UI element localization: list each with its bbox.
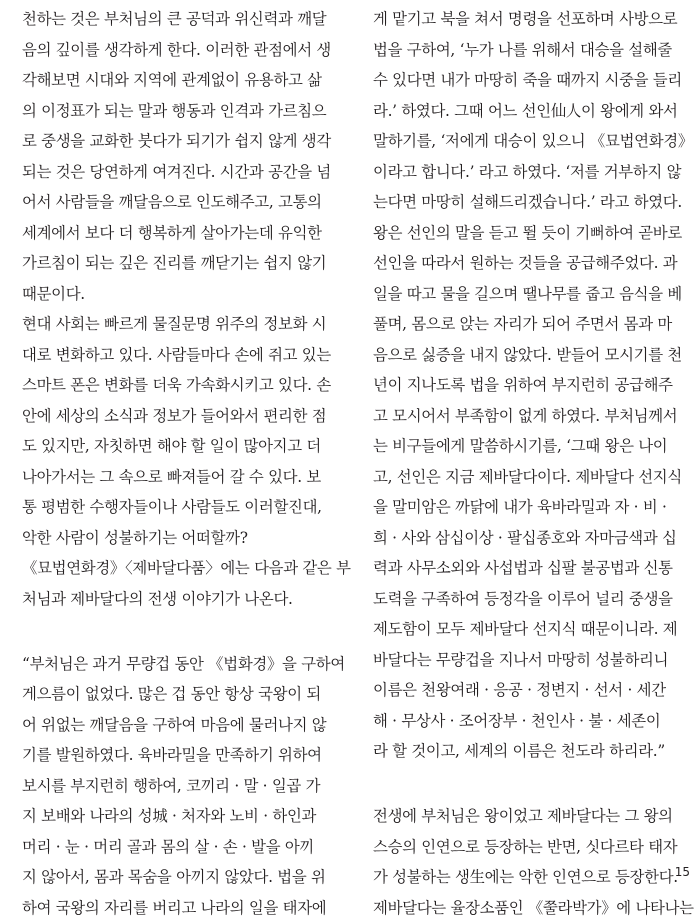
- text-line: 라.’ 하였다. 그때 어느 선인仙人이 왕에게 와서: [373, 96, 692, 127]
- text-line: 가 성불하는 생生에는 악한 인연으로 등장한다.: [373, 862, 692, 893]
- text-line: 《묘법연화경》〈제바달다품〉에는 다음과 같은 부: [22, 553, 341, 584]
- text-line: 음의 깊이를 생각하게 한다. 이러한 관점에서 생: [22, 35, 341, 66]
- text-line: 스승의 인연으로 등장하는 반면, 싯다르타 태자: [373, 832, 692, 863]
- text-line: 되는 것은 당연하게 여겨진다. 시간과 공간을 넘: [22, 157, 341, 188]
- text-line: 의 이정표가 되는 말과 행동과 인격과 가르침으: [22, 96, 341, 127]
- text-line: 법을 구하여, ‘누가 나를 위해서 대승을 설해줄: [373, 35, 692, 66]
- text-line: 을 말미암은 까닭에 내가 육바라밀과 자 · 비 ·: [373, 492, 692, 523]
- text-line: 하여 국왕의 자리를 버리고 나라의 일을 태자에: [22, 893, 341, 923]
- text-line: 나아가서는 그 속으로 빠져들어 갈 수 있다. 보: [22, 462, 341, 493]
- text-line: 고, 선인은 지금 제바달다이다. 제바달다 선지식: [373, 462, 692, 493]
- text-line: 머리 · 눈 · 머리 골과 몸의 살 · 손 · 발을 아끼: [22, 832, 341, 863]
- text-line: 대로 변화하고 있다. 사람들마다 손에 쥐고 있는: [22, 340, 341, 371]
- paragraph: [22, 309, 341, 553]
- paragraph: [22, 4, 341, 309]
- text-line: 악한 사람이 성불하기는 어떠할까?: [22, 523, 341, 554]
- quote-paragraph: [373, 4, 692, 767]
- text-line: 안에 세상의 소식과 정보가 들어와서 편리한 점: [22, 401, 341, 432]
- right-column: [373, 4, 692, 923]
- text-line: 제바달다는 율장소품인 《쭐라박가》에 나타나는: [373, 893, 692, 923]
- text-line: 지 않아서, 몸과 목숨을 아끼지 않았다. 법을 위: [22, 862, 341, 893]
- text-line: 이름은 천왕여래 · 응공 · 정변지 · 선서 · 세간: [373, 675, 692, 706]
- text-line: 어서 사람들을 깨달음으로 인도해주고, 고통의: [22, 187, 341, 218]
- text-line: 고 모시어서 부족함이 없게 하였다. 부처님께서: [373, 401, 692, 432]
- text-line: 도 있지만, 자칫하면 해야 할 일이 많아지고 더: [22, 431, 341, 462]
- text-line: 라 할 것이고, 세계의 이름은 천도라 하리라.”: [373, 736, 692, 767]
- text-line: 는 비구들에게 말씀하시기를, ‘그때 왕은 나이: [373, 431, 692, 462]
- text-line: 통 평범한 수행자들이나 사람들도 이러할진대,: [22, 492, 341, 523]
- text-line: 스마트 폰은 변화를 더욱 가속화시키고 있다. 손: [22, 370, 341, 401]
- text-line: 음으로 싫증을 내지 않았다. 받들어 모시기를 천: [373, 340, 692, 371]
- text-line: 도력을 구족하여 등정각을 이루어 널리 중생을: [373, 584, 692, 615]
- text-line: 해 · 무상사 · 조어장부 · 천인사 · 불 · 세존이: [373, 706, 692, 737]
- paragraph: [22, 553, 341, 614]
- text-line: 기를 발원하였다. 육바라밀을 만족하기 위하여: [22, 740, 341, 771]
- text-line: 게으름이 없었다. 많은 겁 동안 항상 국왕이 되: [22, 679, 341, 710]
- paragraph-gap: [22, 614, 341, 649]
- text-line: 게 맡기고 북을 쳐서 명령을 선포하며 사방으로: [373, 4, 692, 35]
- text-line: 말하기를, ‘저에게 대승이 있으니 《묘법연화경》: [373, 126, 692, 157]
- text-line: 세계에서 보다 더 행복하게 살아가는데 유익한: [22, 218, 341, 249]
- text-line: 각해보면 시대와 지역에 관계없이 유용하고 삶: [22, 65, 341, 96]
- text-line: 바달다는 무량겁을 지나서 마땅히 성불하리니: [373, 645, 692, 676]
- text-line: 왕은 선인의 말을 듣고 뛸 듯이 기뻐하여 곧바로: [373, 218, 692, 249]
- paragraph: [373, 801, 692, 923]
- text-line: 일을 따고 물을 길으며 땔나무를 줍고 음식을 베: [373, 279, 692, 310]
- text-line: 천하는 것은 부처님의 큰 공덕과 위신력과 깨달: [22, 4, 341, 35]
- text-line: 는다면 마땅히 설해드리겠습니다.’ 라고 하였다.: [373, 187, 692, 218]
- text-line: 가르침이 되는 깊은 진리를 깨닫기는 쉽지 않기: [22, 248, 341, 279]
- text-line: “부처님은 과거 무량겁 동안 《법화경》을 구하여: [22, 649, 341, 680]
- text-line: 로 중생을 교화한 붓다가 되기가 쉽지 않게 생각: [22, 126, 341, 157]
- text-line: 지 보배와 나라의 성城 · 처자와 노비 · 하인과: [22, 801, 341, 832]
- text-line: 보시를 부지런히 행하여, 코끼리 · 말 · 일곱 가: [22, 771, 341, 802]
- text-line: 어 위없는 깨달음을 구하여 마음에 물러나지 않: [22, 710, 341, 741]
- text-line: 풀며, 몸으로 앉는 자리가 되어 주면서 몸과 마: [373, 309, 692, 340]
- text-line: 이라고 합니다.’ 라고 하였다. ‘저를 거부하지 않: [373, 157, 692, 188]
- text-line: 희 · 사와 삼십이상 · 팔십종호와 자마금색과 십: [373, 523, 692, 554]
- text-line: 때문이다.: [22, 279, 341, 310]
- page-number: 15: [675, 865, 690, 879]
- text-line: 제도함이 모두 제바달다 선지식 때문이니라. 제: [373, 614, 692, 645]
- text-line: 력과 사무소외와 사섭법과 십팔 불공법과 신통: [373, 553, 692, 584]
- left-column: [22, 4, 341, 923]
- text-line: 년이 지나도록 법을 위하여 부지런히 공급해주: [373, 370, 692, 401]
- text-line: 선인을 따라서 원하는 것들을 공급해주었다. 과: [373, 248, 692, 279]
- quote-paragraph: [22, 649, 341, 923]
- text-line: 현대 사회는 빠르게 물질문명 위주의 정보화 시: [22, 309, 341, 340]
- paragraph-gap: [373, 767, 692, 802]
- text-line: 전생에 부처님은 왕이었고 제바달다는 그 왕의: [373, 801, 692, 832]
- text-line: 수 있다면 내가 마땅히 죽을 때까지 시중을 들리: [373, 65, 692, 96]
- text-line: 처님과 제바달다의 전생 이야기가 나온다.: [22, 584, 341, 615]
